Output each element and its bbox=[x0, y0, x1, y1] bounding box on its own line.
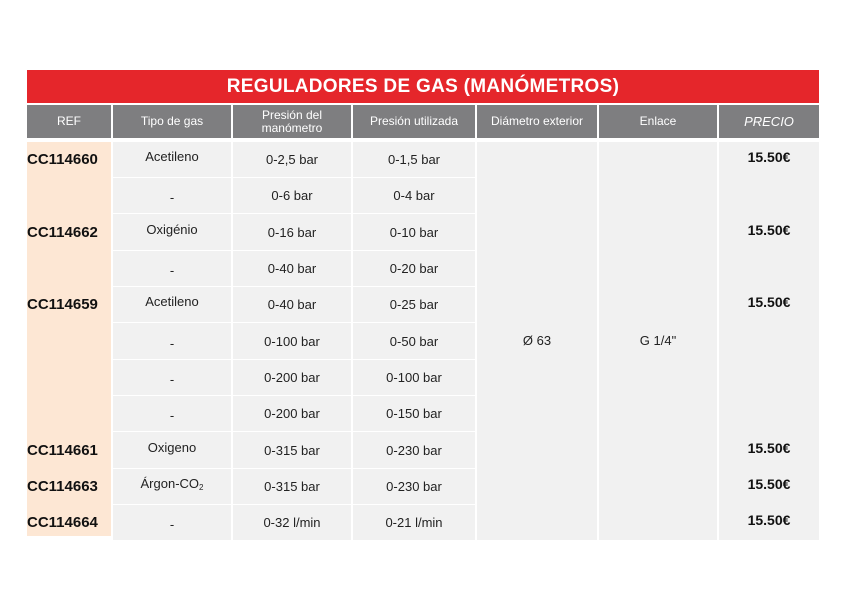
presion-manometro: 0-16 bar bbox=[267, 225, 317, 240]
presion-manometro: 0-2,5 bar bbox=[265, 152, 319, 167]
header-enlace: Enlace bbox=[599, 105, 717, 138]
ref-code: CC114661 bbox=[27, 442, 98, 459]
diametro-value: Ø 63 bbox=[522, 333, 552, 348]
gas-type-subscript: 2 bbox=[199, 483, 204, 492]
presion-utilizada: 0-150 bar bbox=[386, 406, 442, 421]
gas-type-label: - bbox=[169, 372, 175, 387]
header-ref: REF bbox=[27, 105, 111, 138]
presion-utilizada: 0-25 bar bbox=[389, 297, 439, 312]
row-divider bbox=[353, 286, 475, 287]
row-divider bbox=[113, 468, 231, 469]
row-divider bbox=[113, 286, 231, 287]
presion-manometro: 0-100 bar bbox=[264, 334, 320, 349]
presion-manometro: 0-40 bar bbox=[267, 261, 317, 276]
presion-manometro: 0-40 bar bbox=[267, 297, 317, 312]
price-value: 15.50€ bbox=[747, 294, 791, 310]
presion-manometro: 0-32 l/min bbox=[263, 515, 321, 530]
presion-manometro: 0-6 bar bbox=[271, 188, 313, 203]
gas-type-label: - bbox=[169, 190, 175, 205]
gas-type bbox=[113, 220, 231, 240]
row-divider bbox=[113, 322, 231, 323]
row-divider bbox=[113, 395, 231, 396]
presion-utilizada: 0-21 l/min bbox=[385, 515, 443, 530]
presion-manometro: 0-315 bar bbox=[264, 443, 320, 458]
gas-type bbox=[113, 406, 231, 426]
row-divider bbox=[113, 177, 231, 178]
gas-type-label: - bbox=[169, 336, 175, 351]
header-presion-manometro-line2: manómetro bbox=[261, 120, 323, 135]
presion-manometro: 0-200 bar bbox=[264, 370, 320, 385]
header-diametro: Diámetro exterior bbox=[477, 105, 597, 138]
presion-utilizada: 0-100 bar bbox=[386, 370, 442, 385]
presion-utilizada: 0-50 bar bbox=[389, 334, 439, 349]
gas-type bbox=[113, 292, 231, 312]
gas-type bbox=[113, 438, 231, 458]
ref-code: CC114663 bbox=[27, 478, 98, 495]
presion-utilizada: 0-10 bar bbox=[389, 225, 439, 240]
header-presion-manometro-line1: Presión del bbox=[261, 107, 323, 122]
price-value: 15.50€ bbox=[747, 512, 791, 528]
row-divider bbox=[233, 359, 351, 360]
row-divider bbox=[233, 213, 351, 214]
ref-code: CC114664 bbox=[27, 514, 98, 531]
presion-manometro: 0-315 bar bbox=[264, 479, 320, 494]
gas-type-label: Acetileno bbox=[145, 149, 199, 164]
gas-type-label: Oxigénio bbox=[146, 222, 198, 237]
presion-utilizada: 0-4 bar bbox=[393, 188, 435, 203]
row-divider bbox=[353, 322, 475, 323]
row-divider bbox=[353, 213, 475, 214]
row-divider bbox=[113, 504, 231, 505]
row-divider bbox=[353, 177, 475, 178]
presion-manometro: 0-200 bar bbox=[264, 406, 320, 421]
price-value: 15.50€ bbox=[747, 440, 791, 456]
gas-type-label: Árgon-CO bbox=[140, 476, 200, 491]
ref-code: CC114662 bbox=[27, 224, 98, 241]
row-divider bbox=[353, 431, 475, 432]
gas-type bbox=[113, 261, 231, 281]
gas-type bbox=[113, 515, 231, 535]
row-divider bbox=[353, 359, 475, 360]
presion-utilizada: 0-1,5 bar bbox=[387, 152, 441, 167]
gas-type bbox=[113, 474, 231, 494]
table-title: REGULADORES DE GAS (MANÓMETROS) bbox=[27, 70, 819, 103]
header-presion-manometro bbox=[233, 105, 351, 138]
ref-code: CC114660 bbox=[27, 151, 98, 168]
row-divider bbox=[353, 250, 475, 251]
row-divider bbox=[113, 213, 231, 214]
presion-utilizada: 0-230 bar bbox=[386, 479, 442, 494]
row-divider bbox=[113, 250, 231, 251]
row-divider bbox=[233, 286, 351, 287]
gas-type bbox=[113, 370, 231, 390]
gas-type-label: - bbox=[169, 408, 175, 423]
gas-type bbox=[113, 188, 231, 208]
presion-utilizada: 0-230 bar bbox=[386, 443, 442, 458]
gas-type-label: Oxigeno bbox=[147, 440, 197, 455]
price-value: 15.50€ bbox=[747, 149, 791, 165]
row-divider bbox=[233, 177, 351, 178]
gas-type-label: - bbox=[169, 517, 175, 532]
row-divider bbox=[113, 431, 231, 432]
row-divider bbox=[233, 250, 351, 251]
row-divider bbox=[233, 395, 351, 396]
row-divider bbox=[233, 504, 351, 505]
gas-type-label: Acetileno bbox=[145, 294, 199, 309]
price-value: 15.50€ bbox=[747, 222, 791, 238]
ref-code: CC114659 bbox=[27, 296, 98, 313]
header-precio: PRECIO bbox=[719, 105, 819, 138]
row-divider bbox=[353, 395, 475, 396]
header-presion-utilizada: Presión utilizada bbox=[353, 105, 475, 138]
row-divider bbox=[113, 359, 231, 360]
enlace-value: G 1/4" bbox=[639, 333, 677, 348]
header-tipo-gas: Tipo de gas bbox=[113, 105, 231, 138]
row-divider bbox=[353, 504, 475, 505]
row-divider bbox=[233, 322, 351, 323]
gas-type-label: - bbox=[169, 263, 175, 278]
row-divider bbox=[233, 431, 351, 432]
presion-utilizada: 0-20 bar bbox=[389, 261, 439, 276]
row-divider bbox=[353, 468, 475, 469]
gas-type bbox=[113, 147, 231, 167]
price-value: 15.50€ bbox=[747, 476, 791, 492]
gas-type bbox=[113, 334, 231, 354]
row-divider bbox=[233, 468, 351, 469]
